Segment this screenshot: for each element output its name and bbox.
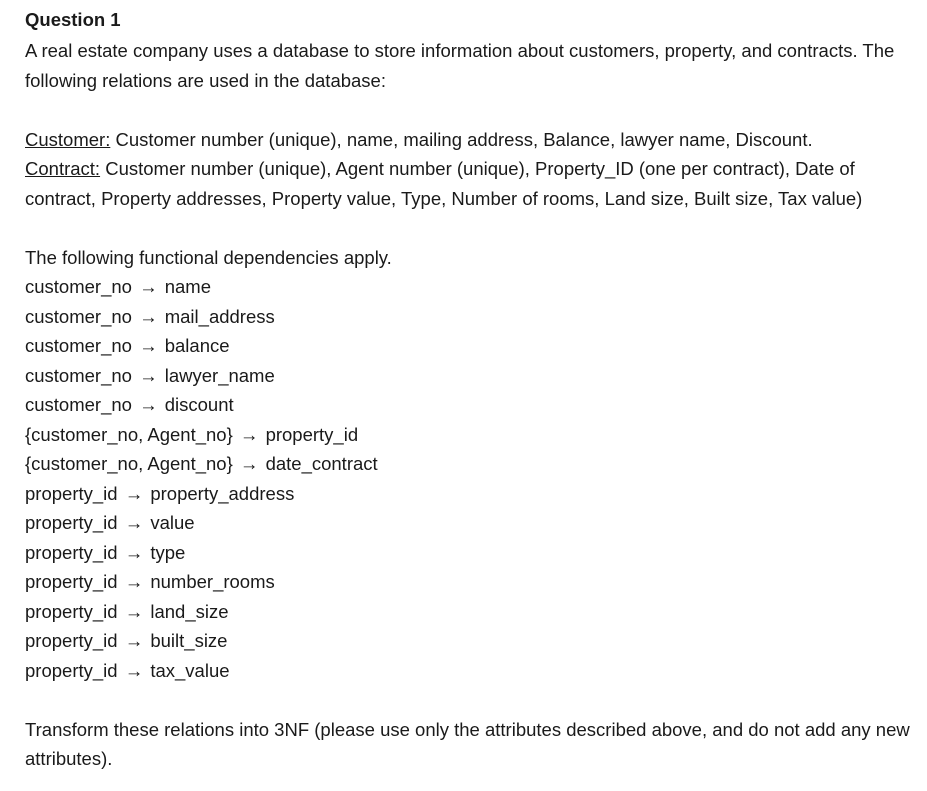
- arrow-icon: →: [139, 276, 158, 297]
- dependency-rhs: property_address: [150, 482, 295, 504]
- relation-label: Customer:: [25, 128, 111, 150]
- dependency-rhs: built_size: [150, 630, 228, 651]
- arrow-icon: →: [139, 305, 158, 327]
- fd-heading: The following functional dependencies apply.: [25, 246, 392, 268]
- dependency-item: [25, 449, 915, 479]
- relation-customer: [25, 125, 915, 155]
- arrow-icon: →: [124, 571, 144, 592]
- arrow-icon: →: [124, 541, 144, 563]
- dependency-rhs: date_contract: [265, 453, 378, 474]
- instruction-paragraph: Transform these relations into 3NF (please use only the attributes described above, and do not add any new attributes).: [25, 718, 910, 769]
- intro-paragraph: A real estate company uses a database to store information about customers, property, and contracts. The following relations are used in the database:: [25, 40, 895, 91]
- arrow-icon: →: [124, 482, 144, 504]
- dependency-item: [25, 272, 915, 302]
- relation-contract: [25, 154, 915, 213]
- arrow-icon: →: [239, 453, 259, 474]
- arrow-icon: →: [124, 600, 144, 622]
- dependency-lhs: customer_no: [25, 335, 132, 356]
- dependency-lhs: {customer_no, Agent_no}: [25, 453, 233, 474]
- dependency-item: [25, 626, 915, 656]
- relation-text: Customer number (unique), Agent number (unique), Property_ID (one per contract), Date of contract, Property addresses, Property value, Type, Number of rooms, Land size, Built size, Tax value): [25, 158, 863, 209]
- dependency-lhs: customer_no: [25, 394, 132, 415]
- dependency-item: [25, 597, 915, 627]
- dependency-item: [25, 390, 915, 420]
- dependency-lhs: property_id: [25, 600, 118, 622]
- arrow-icon: →: [139, 364, 158, 386]
- spacer: [25, 95, 915, 125]
- question-title: Question 1: [25, 9, 121, 30]
- spacer: [25, 685, 915, 715]
- dependency-rhs: value: [150, 512, 195, 533]
- dependency-item: [25, 508, 915, 538]
- arrow-icon: →: [124, 512, 144, 533]
- dependency-item: [25, 302, 915, 332]
- dependency-rhs: lawyer_name: [164, 364, 275, 386]
- dependency-lhs: property_id: [25, 541, 118, 563]
- dependency-lhs: {customer_no, Agent_no}: [25, 423, 233, 445]
- dependency-lhs: property_id: [25, 659, 118, 681]
- dependency-rhs: mail_address: [164, 305, 275, 327]
- relation-text: Customer number (unique), name, mailing address, Balance, lawyer name, Discount.: [110, 128, 813, 150]
- dependency-rhs: type: [150, 541, 186, 563]
- dependency-lhs: property_id: [25, 571, 118, 592]
- spacer: [25, 213, 915, 243]
- dependency-rhs: balance: [164, 335, 230, 356]
- dependency-lhs: customer_no: [25, 364, 132, 386]
- dependency-item: [25, 420, 915, 450]
- dependency-rhs: name: [164, 276, 212, 297]
- relation-label: Contract:: [25, 158, 101, 179]
- dependency-rhs: number_rooms: [150, 571, 275, 592]
- arrow-icon: →: [124, 630, 144, 651]
- dependency-item: [25, 656, 915, 686]
- document-body: [25, 8, 915, 774]
- dependency-list: [25, 272, 915, 685]
- dependency-lhs: property_id: [25, 482, 118, 504]
- relations-list: [25, 125, 915, 214]
- arrow-icon: →: [139, 335, 158, 356]
- dependency-item: [25, 361, 915, 391]
- dependency-lhs: property_id: [25, 512, 118, 533]
- dependency-item: [25, 479, 915, 509]
- dependency-rhs: tax_value: [150, 659, 230, 681]
- arrow-icon: →: [239, 423, 259, 445]
- dependency-rhs: discount: [164, 394, 234, 415]
- dependency-lhs: customer_no: [25, 305, 132, 327]
- arrow-icon: →: [124, 659, 144, 681]
- dependency-rhs: property_id: [265, 423, 359, 445]
- dependency-item: [25, 331, 915, 361]
- dependency-lhs: customer_no: [25, 276, 132, 297]
- dependency-item: [25, 567, 915, 597]
- dependency-rhs: land_size: [150, 600, 229, 622]
- dependency-item: [25, 538, 915, 568]
- dependency-lhs: property_id: [25, 630, 118, 651]
- arrow-icon: →: [139, 394, 158, 415]
